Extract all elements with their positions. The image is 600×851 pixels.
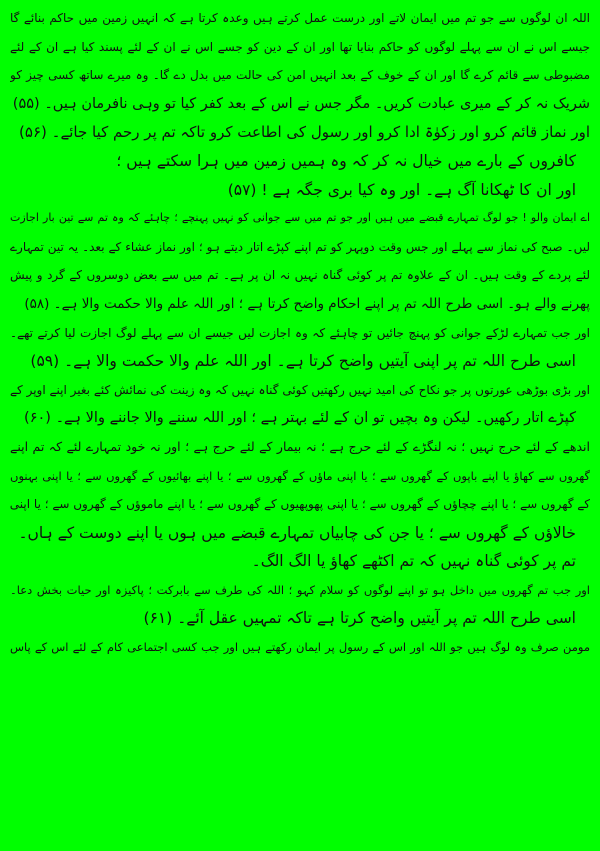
text-line-20: تم پر کوئی گناہ نہیں کہ تم اکٹھے کھاؤ یا الگ الگ۔: [251, 552, 576, 571]
text-line-17: گھروں سے کھاؤ یا اپنے باپوں کے گھروں سے ؛ یا اپنی ماؤں کے گھروں سے ؛ یا اپنے بھائیوں کے گھروں سے ؛ یا اپنی بہنوں: [10, 468, 590, 483]
text-line-19: خالاؤں کے گھروں سے ؛ یا جن کی چابیاں تمہارے قبضے میں ہوں یا اپنے دوست کے ہاں۔: [18, 523, 576, 542]
text-line-1: اللہ ان لوگوں سے جو تم میں ایمان لاتے اور درست عمل کرتے ہیں وعدہ کرتا ہے کہ انہیں زمین میں حاکم بنائے گا: [10, 11, 590, 25]
text-line-16: اندھے کے لئے حرج نہیں ؛ نہ لنگڑے کے لئے حرج ہے ؛ نہ بیمار کے لئے حرج ہے ؛ اور نہ خود تمہارے لئے کہ تم اپنے: [10, 438, 590, 454]
text-line-10: لئے پردے کے وقت ہیں۔ ان کے علاوہ تم پر کوئی گناہ نہیں نہ ان پر ہے۔ تم میں سے بعض دوسروں کے گرد و پیش: [10, 268, 590, 283]
text-line-3: مضبوطی سے قائم کرے گا اور ان کے خوف کے بعد انہیں امن کی حالت میں بدل دے گا۔ وہ میرے ساتھ کسی چیز کو: [10, 68, 590, 83]
text-line-22: اسی طرح اللہ تم پر آیتیں واضح کرتا ہے تاکہ تمہیں عقل آئے۔ (۶۱): [143, 609, 576, 628]
text-line-11: پھرنے والے ہو۔ اسی طرح اللہ تم پر اپنے احکام واضح کرتا ہے ؛ اور اللہ علم والا حکمت والا ہے۔ (۵۸): [24, 295, 590, 312]
text-line-18: کے گھروں سے ؛ یا اپنے چچاؤں کے گھروں سے ؛ یا اپنی پھوپھیوں کے گھروں سے ؛ یا اپنے ماموؤں کے گھروں سے ؛ یا اپنی: [10, 497, 590, 512]
text-line-21: اور جب تم گھروں میں داخل ہو تو اپنے لوگوں کو سلام کہو ؛ اللہ کی طرف سے بابرکت ؛ پاکیزہ اور حیات بخش دعا۔: [10, 582, 590, 597]
text-line-9: لیں۔ صبح کی نماز سے پہلے اور جس وقت دوپہر کو تم اپنے کپڑے اتار دیتے ہو ؛ اور نماز عشاء کے بعد۔ یہ تین تمہارے: [10, 239, 590, 254]
text-line-6: کافروں کے بارے میں خیال نہ کر کہ وہ ہمیں زمین میں ہرا سکتے ہیں ؛: [116, 151, 576, 170]
text-line-14: اور بڑی بوڑھی عورتوں پر جو نکاح کی امید نہیں رکھتیں کوئی گناہ نہیں کہ وہ زینت کی نمائش کئے بغیر اپنے اوپر کے: [10, 382, 590, 397]
text-line-7: اور ان کا ٹھکانا آگ ہے۔ اور وہ کیا بری جگہ ہے ! (۵۷): [227, 180, 576, 199]
text-line-8: اے ایمان والو ! جو لوگ تمہارے قبضے میں ہیں اور جو تم میں سے جوانی کو نہیں پہنچے ؛ چاہئے کہ وہ تم سے تین بار اجازت: [10, 211, 590, 225]
text-line-5: اور نماز قائم کرو اور زکوٰۃ ادا کرو اور رسول کی اطاعت کرو تاکہ تم پر رحم کیا جائے۔ (۵۶): [19, 123, 590, 142]
text-line-23: مومن صرف وہ لوگ ہیں جو اللہ اور اس کے رسول پر ایمان رکھتے ہیں اور جب کسی اجتماعی کام کے لئے اس کے پاس: [10, 640, 590, 655]
text-line-15: کپڑے اتار رکھیں۔ لیکن وہ بچیں تو ان کے لئے بہتر ہے ؛ اور اللہ سننے والا جاننے والا ہے۔ (۶۰): [24, 410, 576, 427]
text-line-2: جیسے اس نے ان سے پہلے لوگوں کو حاکم بنایا تھا اور ان کے دین کو جسے اس نے ان کے لئے پسند کیا ہے ان کے لئے: [10, 39, 590, 54]
text-line-4: شریک نہ کر کے میری عبادت کریں۔ مگر جس نے اس کے بعد کفر کیا تو وہی نافرمان ہیں۔ (۵۵): [12, 95, 590, 112]
text-line-13: اسی طرح اللہ تم پر اپنی آیتیں واضح کرتا ہے۔ اور اللہ علم والا حکمت والا ہے۔ (۵۹): [30, 352, 576, 371]
text-line-12: اور جب تمہارے لڑکے جوانی کو پہنچ جائیں تو چاہئے کہ وہ اجازت لیں جیسے ان سے پہلے لوگ اجازت لیا کرتے تھے۔: [10, 325, 590, 340]
